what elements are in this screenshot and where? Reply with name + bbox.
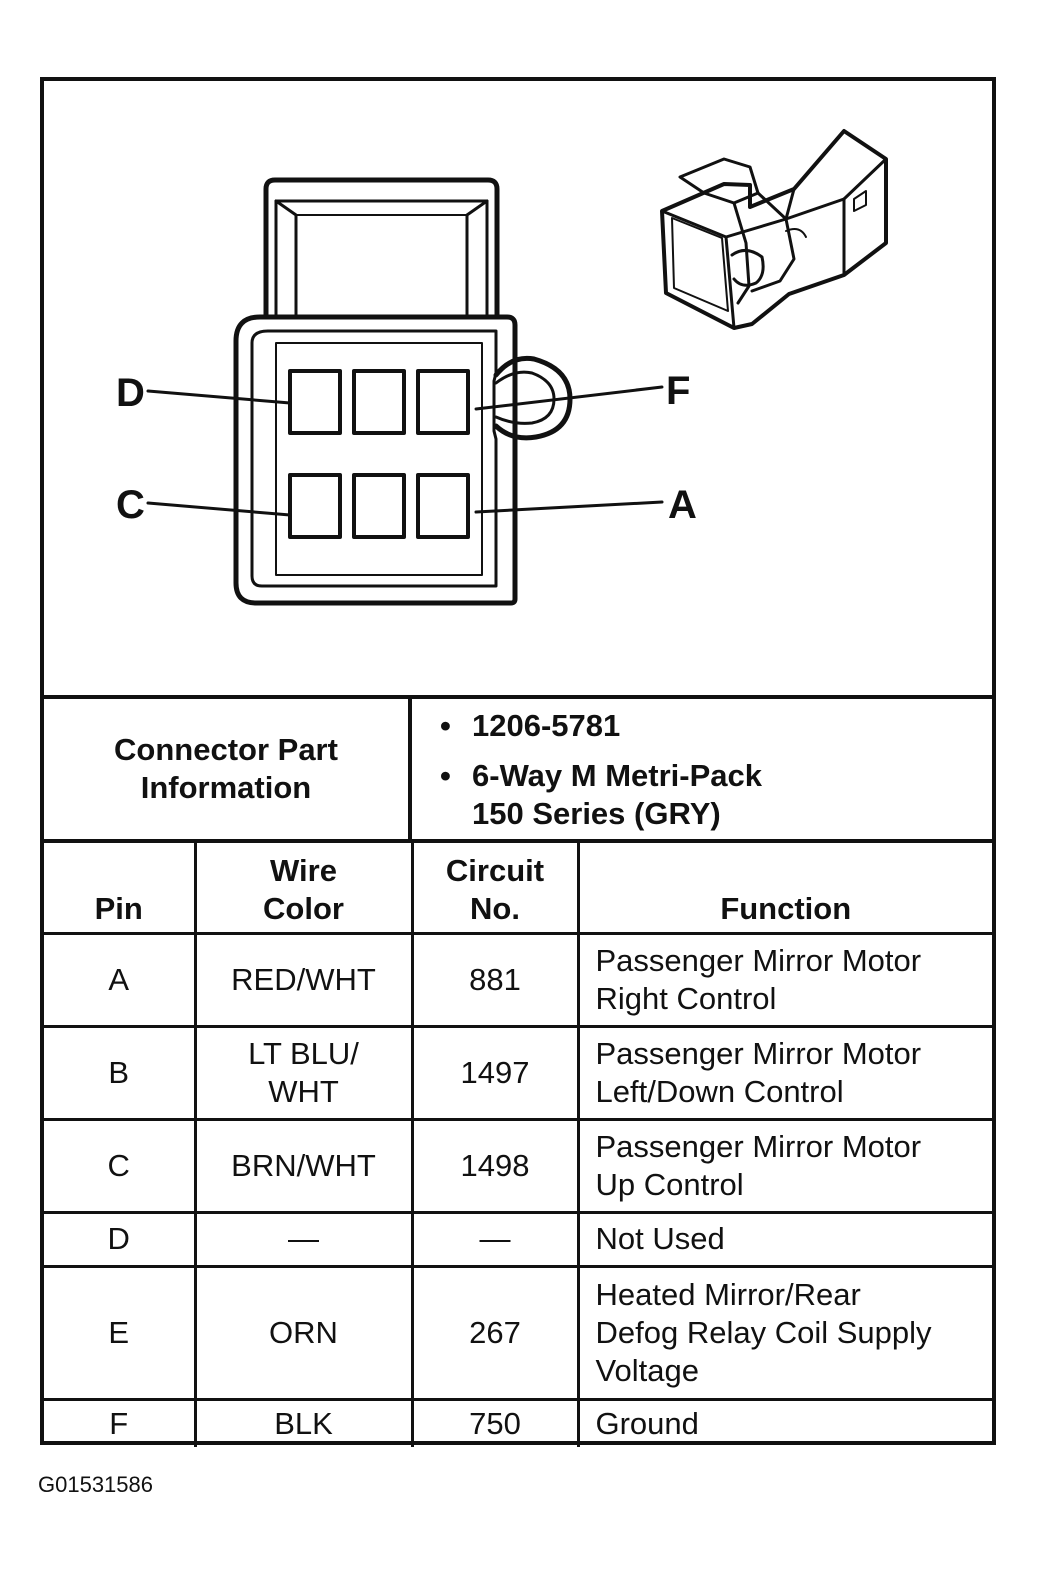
function-cell: Passenger Mirror Motor Left/Down Control bbox=[578, 1026, 992, 1119]
part-info-item bbox=[440, 707, 992, 745]
wire-color-cell: ORN bbox=[195, 1266, 412, 1399]
circuit-cell: — bbox=[412, 1212, 578, 1266]
bullet-icon: • bbox=[440, 758, 451, 793]
wire-color-cell: RED/WHT bbox=[195, 933, 412, 1026]
pin-label-d: D bbox=[116, 371, 145, 415]
table-header-row bbox=[44, 841, 992, 933]
pin-label-a: A bbox=[668, 483, 697, 527]
part-info-item bbox=[440, 757, 992, 833]
table-row bbox=[44, 1266, 992, 1399]
connector-part-info-row bbox=[44, 695, 992, 839]
function-cell: Passenger Mirror Motor Right Control bbox=[578, 933, 992, 1026]
table-row bbox=[44, 1119, 992, 1212]
part-number: 1206-5781 bbox=[472, 708, 621, 743]
connector-info-frame bbox=[40, 77, 996, 1445]
function-cell: Passenger Mirror Motor Up Control bbox=[578, 1119, 992, 1212]
connector-series: 150 Series (GRY) bbox=[472, 796, 721, 831]
table-row bbox=[44, 1212, 992, 1266]
table-row bbox=[44, 1026, 992, 1119]
table-row bbox=[44, 1399, 992, 1447]
figure-id: G01531586 bbox=[38, 1472, 153, 1497]
circuit-cell: 1498 bbox=[412, 1119, 578, 1212]
function-cell: Heated Mirror/Rear Defog Relay Coil Supply Voltage bbox=[578, 1266, 992, 1399]
header-pin: Pin bbox=[44, 841, 195, 933]
function-cell: Not Used bbox=[578, 1212, 992, 1266]
connector-type: 6-Way M Metri-Pack bbox=[472, 758, 762, 793]
pin-cell: B bbox=[44, 1026, 195, 1119]
pin-label-f: F bbox=[666, 369, 691, 413]
pin-label-c: C bbox=[116, 483, 145, 527]
wire-color-cell: — bbox=[195, 1212, 412, 1266]
circuit-cell: 881 bbox=[412, 933, 578, 1026]
circuit-cell: 750 bbox=[412, 1399, 578, 1447]
part-info-label-line2: Information bbox=[140, 770, 312, 805]
part-info-label bbox=[44, 699, 412, 839]
pin-cell: E bbox=[44, 1266, 195, 1399]
connector-diagram-area bbox=[44, 81, 992, 695]
pin-table bbox=[44, 839, 992, 1447]
function-cell: Ground bbox=[578, 1399, 992, 1447]
circuit-cell: 267 bbox=[412, 1266, 578, 1399]
circuit-cell: 1497 bbox=[412, 1026, 578, 1119]
header-wire-color: Wire Color bbox=[195, 841, 412, 933]
wire-color-cell: BRN/WHT bbox=[195, 1119, 412, 1212]
connector-face-drawing bbox=[44, 81, 992, 695]
pin-cell: C bbox=[44, 1119, 195, 1212]
table-row bbox=[44, 933, 992, 1026]
part-info-label-line1: Connector Part bbox=[114, 732, 338, 767]
wire-color-cell: BLK bbox=[195, 1399, 412, 1447]
pin-cell: F bbox=[44, 1399, 195, 1447]
bullet-icon: • bbox=[440, 708, 451, 743]
pin-cell: D bbox=[44, 1212, 195, 1266]
part-info-values bbox=[412, 699, 992, 839]
header-function: Function bbox=[578, 841, 992, 933]
pin-cell: A bbox=[44, 933, 195, 1026]
wire-color-cell: LT BLU/ WHT bbox=[195, 1026, 412, 1119]
header-circuit-no: Circuit No. bbox=[412, 841, 578, 933]
